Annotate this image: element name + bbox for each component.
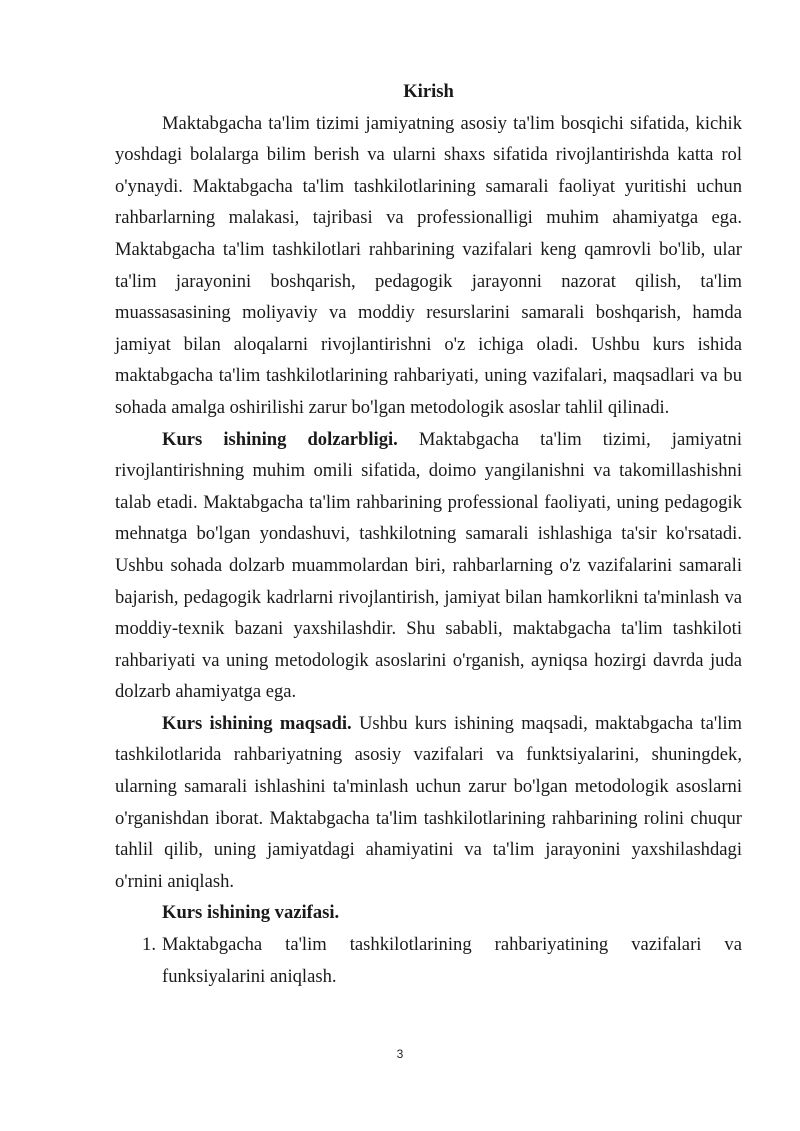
relevance-paragraph xyxy=(115,424,742,708)
section-heading: Kirish xyxy=(403,81,454,102)
list-item-text: Maktabgacha ta'lim tashkilotlarining rahbariyatining vazifalari va funksiyalarini aniqlash. xyxy=(162,934,742,987)
list-item-number: 1. xyxy=(142,934,156,956)
relevance-label: Kurs ishining dolzarbligi. xyxy=(162,428,398,450)
list-item xyxy=(115,929,742,992)
tasks-heading: Kurs ishining vazifasi. xyxy=(162,902,340,924)
intro-paragraph: Maktabgacha ta'lim tizimi jamiyatning asosiy ta'lim bosqichi sifatida, kichik yoshdagi bolalarga bilim berish va ularni shaxs sifatida rivojlantirishda katta rol o'ynaydi. Maktabgacha ta'lim tashkilotlarining samarali faoliyat yuritishi uchun rahbarlarning malakasi, tajribasi va professionalligi muhim ahamiyatga ega. Maktabgacha ta'lim tashkilotlari rahbarining vazifalari keng qamrovli bo'lib, ular ta'lim jarayonini boshqarish, pedagogik jarayonni nazorat qilish, ta'lim muassasasining moliyaviy va moddiy resurslarini samarali boshqarish, hamda jamiyat bilan aloqalarni rivojlantirishni o'z ichiga oladi. Ushbu kurs ishida maktabgacha ta'lim tashkilotlarining rahbariyati, uning vazifalari, maqsadlari va bu sohada amalga oshirilishi zarur bo'lgan metodologik asoslar tahlil qilinadi. xyxy=(115,112,742,418)
goal-paragraph xyxy=(115,708,742,898)
goal-text: Ushbu kurs ishining maqsadi, maktabgacha ta'lim tashkilotlarida rahbariyatning asosiy vazifalari va funktsiyalarini, shuningdek, ularning samarali ishlashini ta'minlash uchun zarur bo'lgan metodologik asoslarni o'rganishdan iborat. Maktabgacha ta'lim tashkilotlarining rahbarining rolini chuqur tahlil qilib, uning jamiyatdagi ahamiyatini va ta'lim jarayonini yaxshilashdagi o'rnini aniqlash. xyxy=(115,712,742,892)
relevance-text: Maktabgacha ta'lim tizimi, jamiyatni rivojlantirishning muhim omili sifatida, doimo yangilanishni va takomillashishni talab etadi. Maktabgacha ta'lim rahbarining professional faoliyati, uning pedagogik mehnatga bo'lgan yondashuvi, tashkilotning samarali ishlashiga ta'sir ko'rsatadi. Ushbu sohada dolzarb muammolardan biri, rahbarlarning o'z vazifalarini samarali bajarish, pedagogik kadrlarni rivojlantirish, jamiyat bilan hamkorlikni ta'minlash va moddiy-texnik bazani yaxshilashdir. Shu sababli, maktabgacha ta'lim tashkiloti rahbariyati va uning metodologik asoslarini o'rganish, ayniqsa hozirgi davrda juda dolzarb ahamiyatga ega. xyxy=(115,428,742,703)
goal-label: Kurs ishining maqsadi. xyxy=(162,712,352,734)
document-body xyxy=(115,76,742,992)
tasks-list xyxy=(115,929,742,992)
page-number: 3 xyxy=(396,1047,404,1061)
